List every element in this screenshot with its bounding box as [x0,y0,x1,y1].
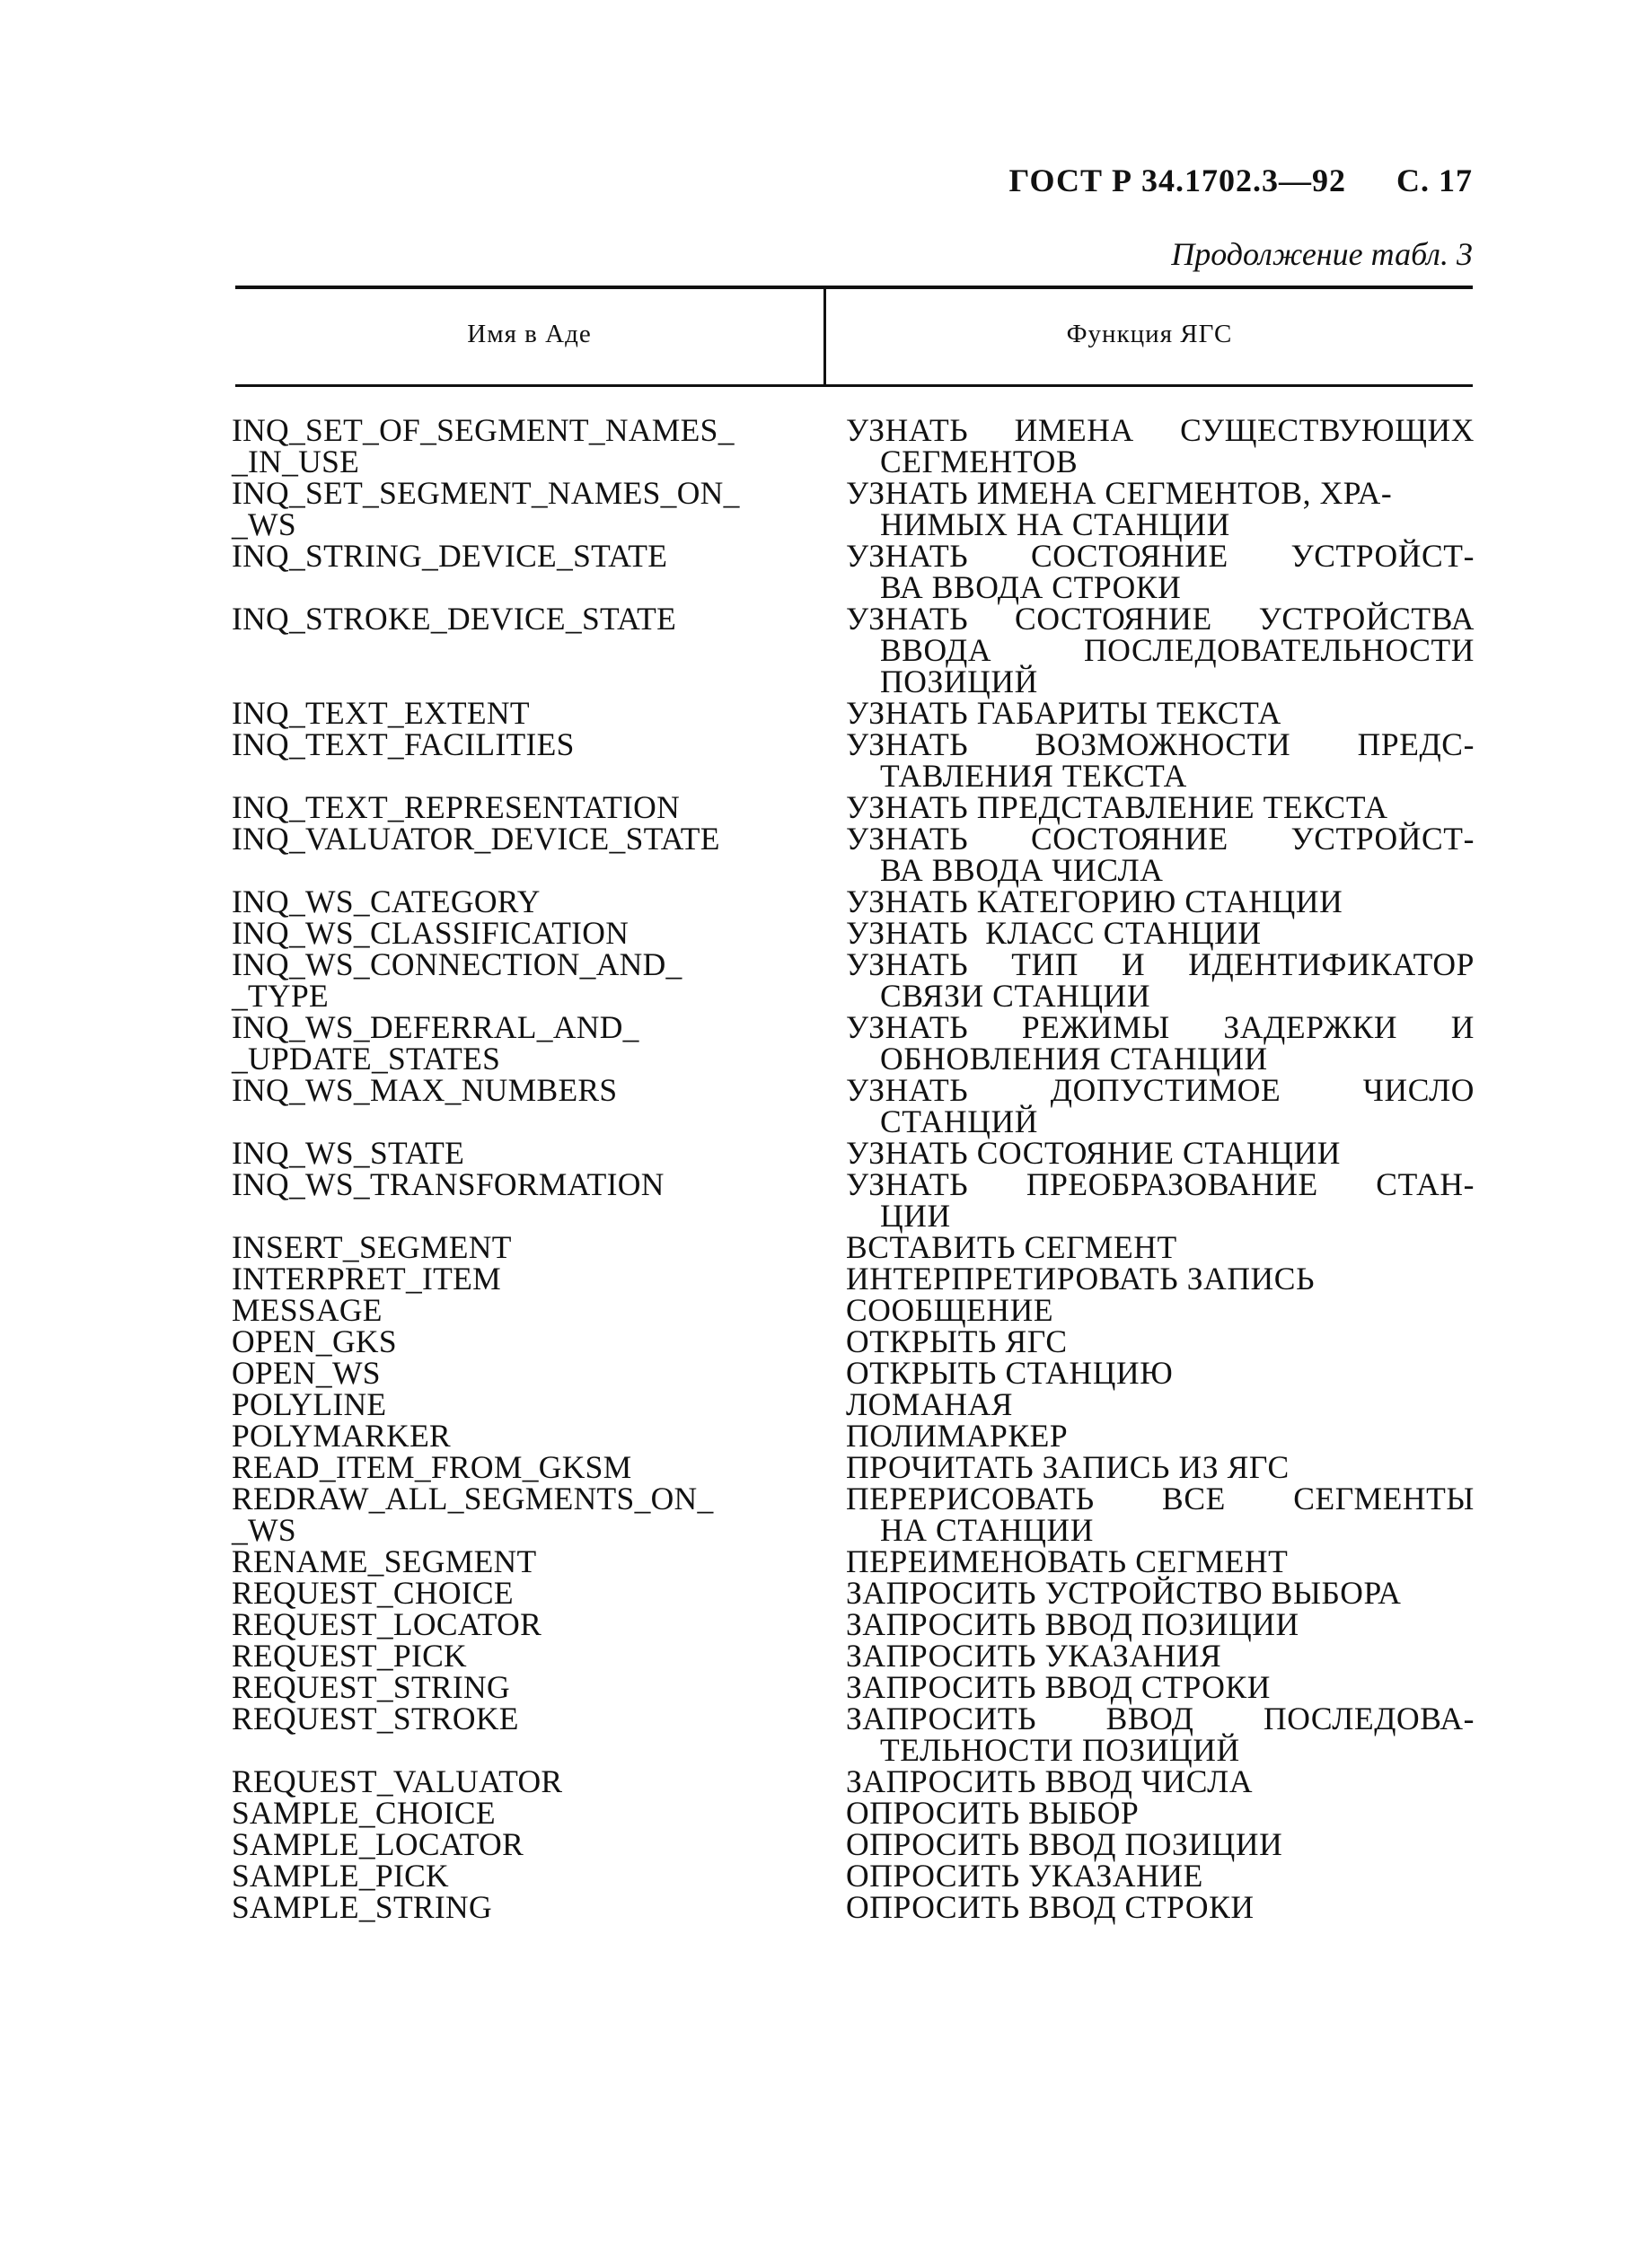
gks-function-line: ОПРОСИТЬ ВВОД СТРОКИ [846,1889,1255,1925]
table-row [0,412,1629,479]
gks-function-line: ЗАПРОСИТЬ ВВОД СТРОКИ [846,1669,1271,1705]
ada-name-cell [232,1263,806,1295]
gks-function-cell [846,1009,1475,1077]
page-number: С. 17 [1396,163,1473,198]
gks-function-line: ЦИИ [880,1198,951,1234]
ada-name-line: SAMPLE_LOCATOR [232,1826,524,1862]
gks-function-cell [846,726,1475,794]
standard-number: ГОСТ Р 34.1702.3—92 [1008,163,1346,198]
gks-function-line: СООБЩЕНИЕ [846,1292,1054,1328]
ada-name-line: _UPDATE_STATES [232,1041,501,1077]
gks-function-cell [846,789,1475,825]
gks-function-cell [846,1323,1475,1359]
gks-function-line: УЗНАТЬ РЕЖИМЫ ЗАДЕРЖКИ И [846,1009,1475,1045]
gks-function-line: ВА ВВОДА СТРОКИ [880,569,1182,605]
table-row [0,1355,1629,1391]
table-row [0,1795,1629,1831]
table-row [0,1135,1629,1171]
gks-function-cell [846,1763,1475,1799]
ada-name-cell [232,1449,806,1485]
ada-name-line: REQUEST_VALUATOR [232,1763,563,1799]
gks-function-line: УЗНАТЬ ИМЕНА СЕГМЕНТОВ, ХРА- [846,475,1393,511]
table-row [0,726,1629,794]
table-row [0,1166,1629,1234]
ada-name-line: INQ_TEXT_FACILITIES [232,726,575,762]
table-row [0,1575,1629,1611]
table-row [0,1889,1629,1925]
table-row [0,1483,1629,1546]
gks-function-cell [846,1292,1475,1328]
ada-name-line: INQ_WS_STATE [232,1135,465,1171]
table-row [0,1009,1629,1077]
gks-function-line: ПРОЧИТАТЬ ЗАПИСЬ ИЗ ЯГС [846,1449,1290,1485]
ada-name-line: POLYLINE [232,1386,387,1422]
ada-name-line: REQUEST_PICK [232,1638,467,1674]
table-row [0,1763,1629,1799]
page-header [952,162,1473,199]
table-row [0,1386,1629,1422]
gks-function-cell [846,1640,1475,1672]
gks-function-cell [846,603,1475,698]
gks-function-line: ОТКРЫТЬ ЯГС [846,1323,1068,1359]
gks-function-cell [846,538,1475,605]
ada-name-line: READ_ITEM_FROM_GKSM [232,1449,632,1485]
gks-function-cell [846,1166,1475,1234]
gks-function-cell [846,1420,1475,1452]
table-header-rule [235,384,1473,387]
table-continuation-note: Продолжение табл. 3 [1171,236,1473,272]
ada-name-cell [232,1229,806,1265]
ada-name-cell [232,1703,806,1735]
gks-function-line: УЗНАТЬ ПРЕОБРАЗОВАНИЕ СТАН- [846,1166,1475,1202]
ada-name-line: _IN_USE [232,444,360,479]
ada-name-line: INQ_WS_MAX_NUMBERS [232,1072,618,1108]
gks-function-cell [846,915,1475,951]
gks-function-line: ЗАПРОСИТЬ ВВОД ПОЗИЦИИ [846,1606,1299,1642]
ada-name-cell [232,538,806,574]
gks-function-cell [846,1072,1475,1139]
gks-function-line: УЗНАТЬ СОСТОЯНИЕ СТАНЦИИ [846,1135,1341,1171]
ada-name-cell [232,1795,806,1831]
ada-name-cell [232,1135,806,1171]
gks-function-line: УЗНАТЬ ПРЕДСТАВЛЕНИЕ ТЕКСТА [846,789,1388,825]
ada-name-line: MESSAGE [232,1292,383,1328]
gks-function-line: СЕГМЕНТОВ [880,444,1079,479]
ada-name-line: REQUEST_LOCATOR [232,1606,542,1642]
gks-function-line: УЗНАТЬ СОСТОЯНИЕ УСТРОЙСТ- [846,821,1475,857]
gks-function-line: ПОЛИМАРКЕР [846,1418,1069,1454]
ada-name-cell [232,1860,806,1892]
ada-name-cell [232,1763,806,1799]
ada-name-line: RENAME_SEGMENT [232,1543,537,1579]
ada-name-cell [232,1606,806,1642]
gks-function-cell [846,1795,1475,1831]
ada-name-line: INTERPRET_ITEM [232,1261,502,1297]
column-header-ada-name: Имя в Аде [467,320,592,348]
gks-function-cell [846,823,1475,886]
table-row [0,1640,1629,1672]
ada-name-line: INSERT_SEGMENT [232,1229,512,1265]
gks-function-cell [846,1135,1475,1171]
gks-function-cell [846,1355,1475,1391]
ada-name-cell [232,1420,806,1452]
ada-name-line: _WS [232,506,296,542]
table-row [0,823,1629,886]
ada-name-line: INQ_WS_CONNECTION_AND_ [232,946,682,982]
table-row [0,1323,1629,1359]
gks-function-line: УЗНАТЬ ВОЗМОЖНОСТИ ПРЕДС- [846,726,1475,762]
table-row [0,1229,1629,1265]
ada-name-cell [232,1826,806,1862]
ada-name-cell [232,1669,806,1705]
table-row [0,1072,1629,1139]
ada-name-line: SAMPLE_PICK [232,1858,449,1894]
ada-name-cell [232,1323,806,1359]
gks-function-cell [846,1386,1475,1422]
gks-function-line: ТЕЛЬНОСТИ ПОЗИЦИЙ [880,1732,1240,1768]
gks-function-line: УЗНАТЬ СОСТОЯНИЕ УСТРОЙСТ- [846,538,1475,574]
gks-function-line: ЗАПРОСИТЬ ВВОД ПОСЛЕДОВА- [846,1701,1475,1736]
gks-function-cell [846,1703,1475,1766]
table-row [0,1263,1629,1295]
gks-function-line: ОБНОВЛЕНИЯ СТАНЦИИ [880,1041,1268,1077]
ada-name-line: INQ_TEXT_REPRESENTATION [232,789,681,825]
ada-name-line: REQUEST_STROKE [232,1701,519,1736]
gks-function-line: ВВОДА ПОСЛЕДОВАТЕЛЬНОСТИ [880,632,1475,668]
ada-name-cell [232,1292,806,1328]
gks-function-line: УЗНАТЬ ТИП И ИДЕНТИФИКАТОР [846,946,1475,982]
gks-function-line: СТАНЦИЙ [880,1103,1038,1139]
gks-function-line: ЗАПРОСИТЬ УСТРОЙСТВО ВЫБОРА [846,1575,1402,1611]
gks-function-line: ТАВЛЕНИЯ ТЕКСТА [880,758,1187,794]
gks-function-line: УЗНАТЬ КЛАСС СТАНЦИИ [846,915,1262,951]
ada-name-cell [232,695,806,731]
ada-name-line: INQ_TEXT_EXTENT [232,695,530,731]
ada-name-line: _WS [232,1512,296,1548]
gks-function-line: УЗНАТЬ КАТЕГОРИЮ СТАНЦИИ [846,883,1343,919]
gks-function-line: УЗНАТЬ СОСТОЯНИЕ УСТРОЙСТВА [846,601,1475,637]
gks-function-cell [846,475,1475,542]
ada-name-cell [232,1889,806,1925]
table-row [0,1606,1629,1642]
ada-name-cell [232,412,806,479]
table-top-rule [235,286,1473,289]
ada-name-line: INQ_STRING_DEVICE_STATE [232,538,668,574]
gks-function-line: УЗНАТЬ ГАБАРИТЫ ТЕКСТА [846,695,1281,731]
ada-name-line: POLYMARKER [232,1418,452,1454]
table-row [0,915,1629,951]
gks-function-cell [846,1606,1475,1642]
ada-name-line: OPEN_GKS [232,1323,397,1359]
gks-function-line: ОПРОСИТЬ УКАЗАНИЕ [846,1858,1203,1894]
ada-name-line: REQUEST_CHOICE [232,1575,514,1611]
table-row [0,1703,1629,1766]
gks-function-line: ОТКРЫТЬ СТАНЦИЮ [846,1355,1174,1391]
ada-name-cell [232,726,806,762]
ada-name-cell [232,823,806,855]
ada-name-cell [232,1072,806,1108]
ada-name-cell [232,1166,806,1202]
gks-function-line: ВСТАВИТЬ СЕГМЕНТ [846,1229,1177,1265]
gks-function-cell [846,1826,1475,1862]
ada-name-cell [232,1009,806,1077]
gks-function-line: ИНТЕРПРЕТИРОВАТЬ ЗАПИСЬ [846,1261,1316,1297]
ada-name-line: REDRAW_ALL_SEGMENTS_ON_ [232,1481,714,1516]
gks-function-cell [846,946,1475,1014]
gks-function-line: ЗАПРОСИТЬ УКАЗАНИЯ [846,1638,1222,1674]
gks-function-line: ОПРОСИТЬ ВЫБОР [846,1795,1140,1831]
ada-name-cell [232,915,806,951]
ada-name-cell [232,946,806,1014]
table-row [0,883,1629,919]
gks-function-cell [846,412,1475,479]
gks-function-line: ПЕРЕРИСОВАТЬ ВСЕ СЕГМЕНТЫ [846,1481,1475,1516]
gks-function-cell [846,1263,1475,1295]
gks-function-cell [846,1575,1475,1611]
gks-function-line: ОПРОСИТЬ ВВОД ПОЗИЦИИ [846,1826,1283,1862]
gks-function-cell [846,1229,1475,1265]
ada-name-line: INQ_SET_SEGMENT_NAMES_ON_ [232,475,740,511]
ada-name-line: OPEN_WS [232,1355,381,1391]
ada-name-line: _TYPE [232,978,329,1014]
ada-name-line: REQUEST_STRING [232,1669,510,1705]
ada-name-line: INQ_SET_OF_SEGMENT_NAMES_ [232,412,735,448]
table-row [0,1420,1629,1452]
ada-name-line: INQ_VALUATOR_DEVICE_STATE [232,821,720,857]
ada-name-cell [232,1386,806,1422]
gks-function-cell [846,1449,1475,1485]
table-row [0,603,1629,698]
gks-function-cell [846,883,1475,919]
ada-name-cell [232,1575,806,1611]
gks-function-line: ВА ВВОДА ЧИСЛА [880,852,1164,888]
table-row [0,1292,1629,1328]
gks-function-cell [846,1889,1475,1925]
ada-name-cell [232,789,806,825]
ada-name-line: INQ_WS_DEFERRAL_AND_ [232,1009,639,1045]
column-header-gks-function: Функция ЯГС [1066,320,1233,348]
gks-function-line: УЗНАТЬ ИМЕНА СУЩЕСТВУЮЩИХ [846,412,1475,448]
ada-name-cell [232,1483,806,1546]
gks-function-line: НИМЫХ НА СТАНЦИИ [880,506,1230,542]
gks-function-cell [846,1669,1475,1705]
ada-name-cell [232,1543,806,1579]
ada-name-cell [232,603,806,635]
gks-function-line: УЗНАТЬ ДОПУСТИМОЕ ЧИСЛО [846,1072,1475,1108]
ada-name-line: INQ_STROKE_DEVICE_STATE [232,601,677,637]
ada-name-line: SAMPLE_CHOICE [232,1795,496,1831]
table-row [0,789,1629,825]
gks-function-line: НА СТАНЦИИ [880,1512,1094,1548]
gks-function-cell [846,1543,1475,1579]
table-row [0,1449,1629,1485]
ada-name-cell [232,1640,806,1672]
gks-function-line: ЛОМАНАЯ [846,1386,1014,1422]
ada-name-line: INQ_WS_CLASSIFICATION [232,915,630,951]
ada-name-line: INQ_WS_CATEGORY [232,883,541,919]
gks-function-cell [846,1483,1475,1546]
ada-name-line: INQ_WS_TRANSFORMATION [232,1166,665,1202]
gks-function-line: ПОЗИЦИЙ [880,664,1038,699]
table-row [0,1826,1629,1862]
gks-function-cell [846,695,1475,731]
table-row [0,1669,1629,1705]
table-row [0,1860,1629,1892]
table-row [0,946,1629,1014]
table-row [0,475,1629,542]
ada-name-line: SAMPLE_STRING [232,1889,492,1925]
ada-name-cell [232,1355,806,1391]
table-row [0,1543,1629,1579]
table-row [0,538,1629,605]
gks-function-line: ЗАПРОСИТЬ ВВОД ЧИСЛА [846,1763,1254,1799]
gks-function-line: СВЯЗИ СТАНЦИИ [880,978,1151,1014]
ada-name-cell [232,475,806,542]
ada-name-cell [232,883,806,919]
gks-function-line: ПЕРЕИМЕНОВАТЬ СЕГМЕНТ [846,1543,1289,1579]
table-body [0,412,1629,1925]
gks-function-cell [846,1860,1475,1892]
table-row [0,695,1629,731]
